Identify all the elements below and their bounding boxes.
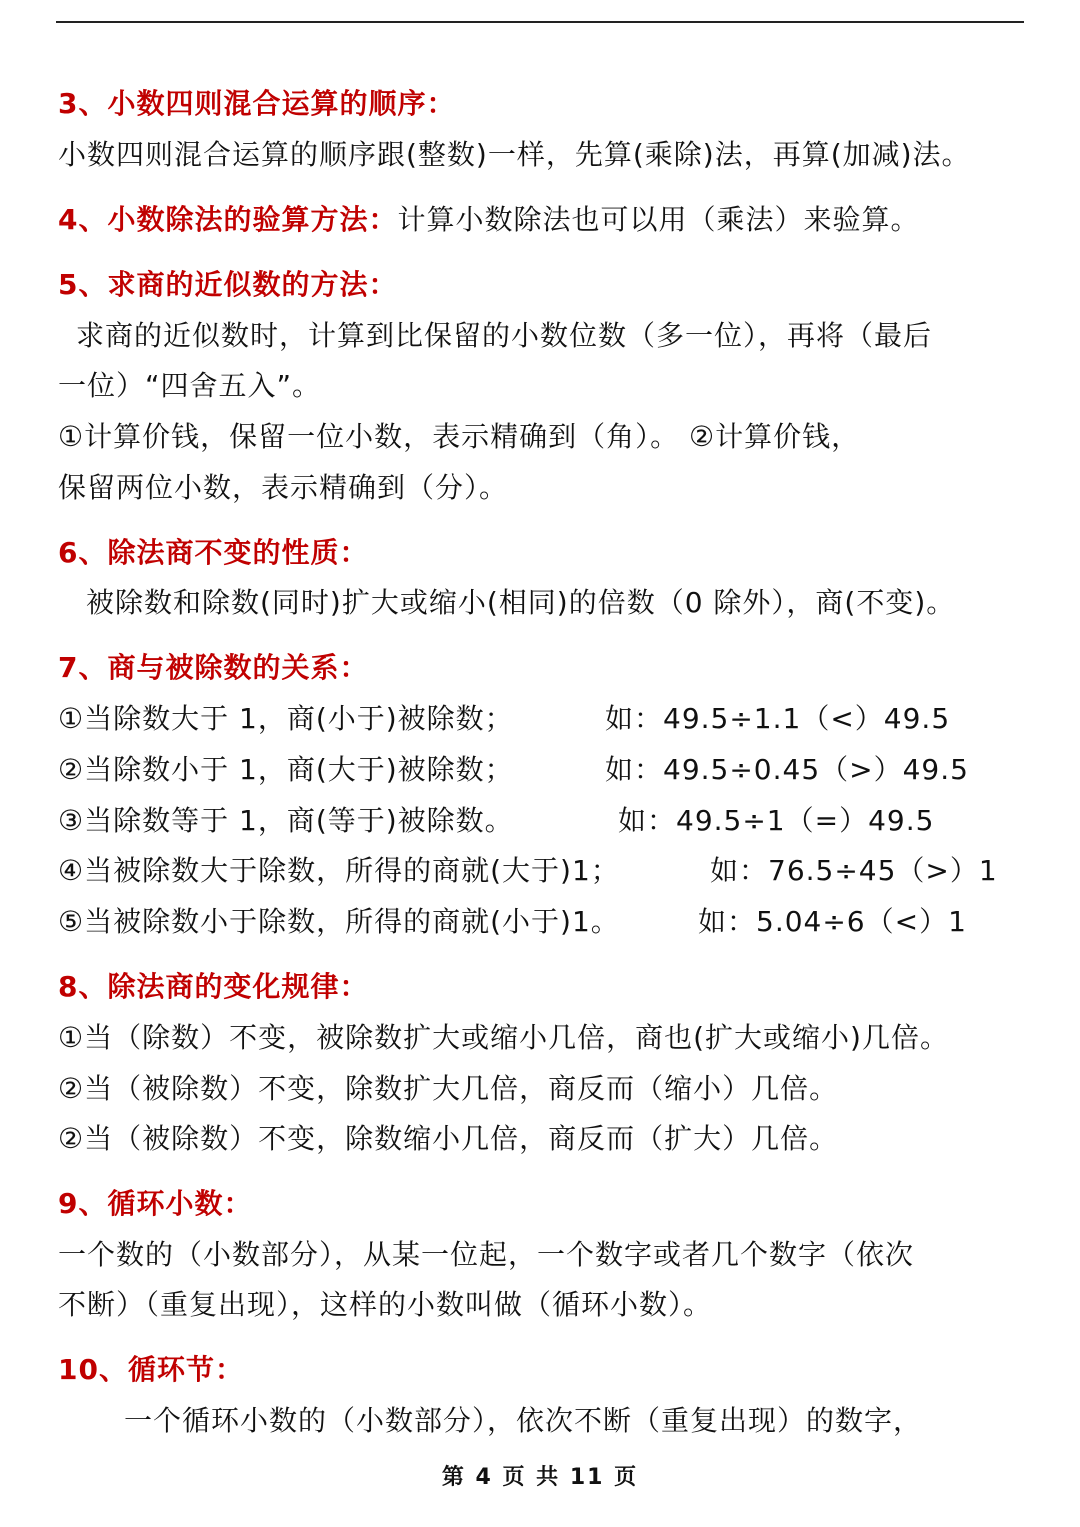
s10-body: 一个循环小数的（小数部分），依次不断（重复出现）的数字， (124, 1404, 923, 1437)
s5-line: 保留两位小数，表示精确到（分）。 (58, 471, 509, 504)
heading-5: 5、求商的近似数的方法： (58, 268, 398, 301)
s5-line: ①计算价钱，保留一位小数，表示精确到（角）。 ②计算价钱， (58, 420, 861, 453)
heading-3: 3、小数四则混合运算的顺序： (58, 87, 456, 120)
header-rule (56, 21, 1024, 23)
s7-example: 如：49.5÷0.45（>）49.5 (605, 753, 969, 786)
s9-line: 一个数的（小数部分），从某一位起，一个数字或者几个数字（依次 (58, 1238, 915, 1271)
s7-rule: ④当被除数大于除数，所得的商就(大于)1； (58, 854, 620, 887)
s5-line: 求商的近似数时，计算到比保留的小数位数（多一位），再将（最后 (76, 319, 933, 352)
s8-line: ①当（除数）不变，被除数扩大或缩小几倍，商也(扩大或缩小)几倍。 (58, 1021, 949, 1054)
s7-rule: ⑤当被除数小于除数，所得的商就(小于)1。 (58, 905, 620, 938)
s8-line: ②当（被除数）不变，除数扩大几倍，商反而（缩小）几倍。 (58, 1072, 839, 1105)
page-footer: 第 4 页 共 11 页 (441, 1465, 639, 1490)
s7-example: 如：5.04÷6（<）1 (698, 905, 967, 938)
s7-example: 如：76.5÷45（>）1 (710, 854, 998, 887)
s4-body: 计算小数除法也可以用（乘法）来验算。 (397, 203, 920, 236)
s7-rule: ③当除数等于 1，商(等于)被除数。 (58, 804, 514, 837)
s9-line: 不断）（重复出现），这样的小数叫做（循环小数）。 (58, 1288, 713, 1321)
s3-body: 小数四则混合运算的顺序跟(整数)一样，先算(乘除)法，再算(加减)法。 (58, 138, 971, 171)
s7-rule: ②当除数小于 1，商(大于)被除数； (58, 753, 514, 786)
heading-7: 7、商与被除数的关系： (58, 651, 369, 684)
s6-body: 被除数和除数(同时)扩大或缩小(相同)的倍数（0 除外），商(不变)。 (86, 586, 956, 619)
s4-line (58, 200, 920, 240)
heading-9: 9、循环小数： (58, 1187, 253, 1220)
heading-10: 10、循环节： (58, 1353, 244, 1386)
heading-4: 4、小数除法的验算方法： (58, 203, 398, 236)
s5-line: 一位）“四舍五入”。 (58, 369, 322, 402)
heading-8: 8、除法商的变化规律： (58, 970, 369, 1003)
s7-example: 如：49.5÷1.1（<）49.5 (605, 702, 951, 735)
s7-rule: ①当除数大于 1，商(小于)被除数； (58, 702, 514, 735)
s7-example: 如：49.5÷1（=）49.5 (618, 804, 935, 837)
heading-6: 6、除法商不变的性质： (58, 536, 369, 569)
s8-line: ②当（被除数）不变，除数缩小几倍，商反而（扩大）几倍。 (58, 1122, 839, 1155)
